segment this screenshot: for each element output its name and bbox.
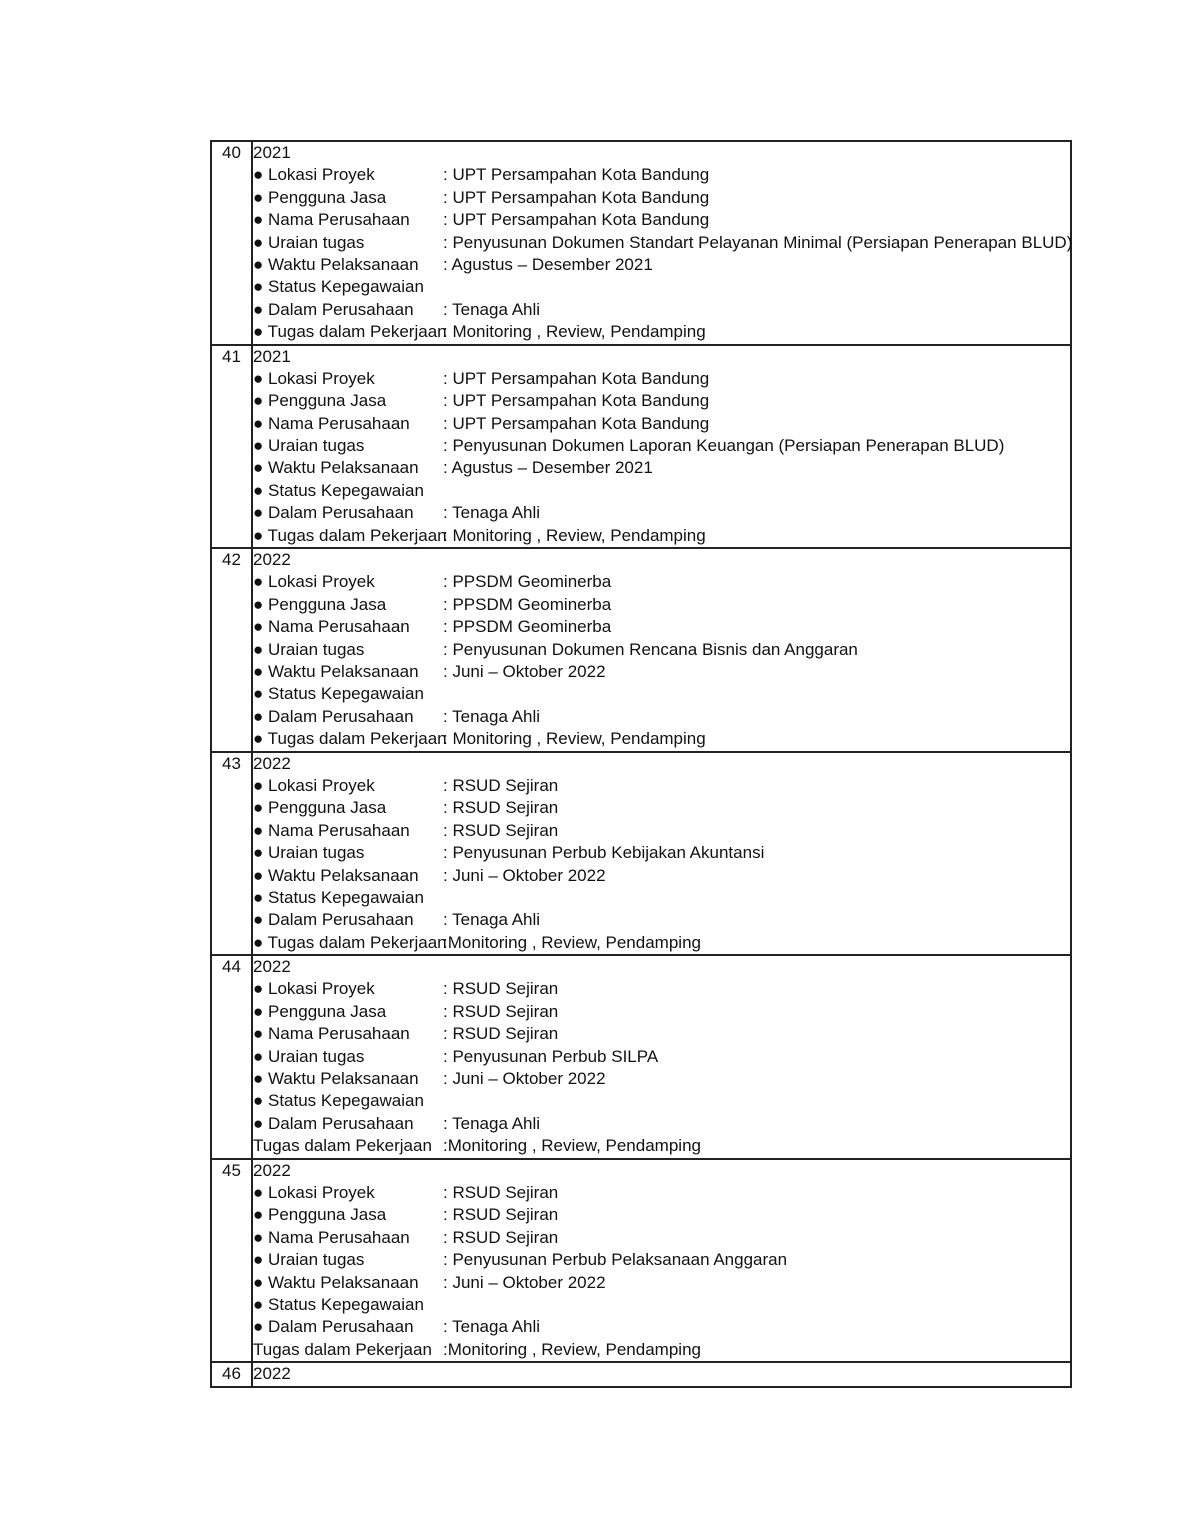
detail-value: : PPSDM Geominerba (443, 594, 612, 614)
detail-value: : Monitoring , Review, Pendamping (443, 322, 706, 342)
detail-label: ● Pengguna Jasa (253, 391, 387, 411)
detail-line (253, 728, 1070, 750)
entry-details (252, 345, 1071, 549)
detail-line (253, 865, 1070, 887)
detail-label: ● Tugas dalam Pekerjaan (253, 932, 447, 952)
detail-label: Tugas dalam Pekerjaan (253, 1136, 432, 1156)
detail-line (253, 1339, 1070, 1361)
detail-label: ● Dalam Perusahaan (253, 706, 414, 726)
detail-line (253, 1135, 1070, 1157)
detail-line (253, 571, 1070, 593)
table-row (211, 1159, 1071, 1363)
detail-value: : RSUD Sejiran (443, 775, 559, 795)
detail-label: ● Lokasi Proyek (253, 572, 375, 592)
detail-label: ● Uraian tugas (253, 639, 365, 659)
detail-line (253, 1249, 1070, 1271)
detail-label: ● Pengguna Jasa (253, 798, 387, 818)
detail-line (253, 820, 1070, 842)
detail-value (443, 887, 1070, 909)
detail-label: ● Status Kepegawaian (253, 277, 424, 297)
detail-label: ● Pengguna Jasa (253, 1205, 387, 1225)
detail-value: : RSUD Sejiran (443, 1001, 559, 1021)
detail-line (253, 232, 1073, 254)
detail-value: :Monitoring , Review, Pendamping (443, 1136, 701, 1156)
detail-line (253, 299, 1070, 321)
detail-line (253, 1001, 1070, 1023)
detail-line (253, 525, 1070, 547)
detail-value: : Penyusunan Perbub Kebijakan Akuntansi (443, 843, 765, 863)
detail-value (443, 1294, 1070, 1316)
detail-value: : Agustus – Desember 2021 (443, 458, 653, 478)
detail-label: ● Nama Perusahaan (253, 1227, 410, 1247)
entry-year: 2022 (253, 957, 291, 977)
detail-label: ● Waktu Pelaksanaan (253, 254, 419, 274)
detail-line (253, 1316, 1070, 1338)
detail-label: ● Dalam Perusahaan (253, 299, 414, 319)
detail-value: :Monitoring , Review, Pendamping (443, 1339, 701, 1359)
detail-line (253, 661, 1070, 683)
entry-details (252, 548, 1071, 752)
detail-label: ● Lokasi Proyek (253, 979, 375, 999)
detail-value: : Monitoring , Review, Pendamping (443, 729, 706, 749)
entry-details (252, 1159, 1071, 1363)
detail-value: : Tenaga Ahli (443, 1317, 541, 1337)
entry-number: 46 (211, 1362, 252, 1386)
detail-value: : UPT Persampahan Kota Bandung (443, 165, 710, 185)
detail-line (253, 1294, 1070, 1316)
detail-line (253, 775, 1070, 797)
detail-value: : Penyusunan Perbub SILPA (443, 1046, 659, 1066)
detail-value: : UPT Persampahan Kota Bandung (443, 210, 710, 230)
detail-line (253, 909, 1070, 931)
detail-line (253, 254, 1070, 276)
detail-line (253, 276, 1070, 298)
detail-value: : RSUD Sejiran (443, 798, 559, 818)
detail-line (253, 187, 1070, 209)
detail-line (253, 1046, 1070, 1068)
detail-label: ● Status Kepegawaian (253, 1294, 424, 1314)
entry-number: 42 (211, 548, 252, 752)
detail-line (253, 1272, 1070, 1294)
detail-label: ● Pengguna Jasa (253, 187, 387, 207)
detail-label: ● Uraian tugas (253, 436, 365, 456)
detail-label: ● Tugas dalam Pekerjaan (253, 525, 447, 545)
detail-line (253, 683, 1070, 705)
entry-year: 2022 (253, 1364, 291, 1384)
detail-label: ● Nama Perusahaan (253, 1024, 410, 1044)
detail-value: : RSUD Sejiran (443, 1227, 559, 1247)
entry-details (252, 1362, 1071, 1386)
detail-value: : Tenaga Ahli (443, 1113, 541, 1133)
detail-label: ● Waktu Pelaksanaan (253, 1272, 419, 1292)
detail-label: ● Dalam Perusahaan (253, 503, 414, 523)
detail-value: : RSUD Sejiran (443, 1205, 559, 1225)
detail-line (253, 978, 1070, 1000)
entry-details (252, 752, 1071, 956)
detail-line (253, 594, 1070, 616)
entry-number: 44 (211, 955, 252, 1159)
detail-line (253, 932, 1070, 954)
table-row (211, 141, 1071, 345)
detail-line (253, 457, 1070, 479)
experience-table (210, 140, 1072, 1388)
detail-label: ● Pengguna Jasa (253, 1001, 387, 1021)
detail-label: ● Dalam Perusahaan (253, 910, 414, 930)
detail-label: ● Status Kepegawaian (253, 887, 424, 907)
detail-value (443, 683, 1070, 705)
detail-label: ● Pengguna Jasa (253, 594, 387, 614)
entry-year: 2022 (253, 1160, 291, 1180)
detail-line (253, 321, 1070, 343)
detail-label: ● Tugas dalam Pekerjaan (253, 729, 447, 749)
entry-year: 2021 (253, 346, 291, 366)
detail-label: ● Waktu Pelaksanaan (253, 661, 419, 681)
detail-value: : Juni – Oktober 2022 (443, 1069, 606, 1089)
entry-number: 43 (211, 752, 252, 956)
entry-number: 41 (211, 345, 252, 549)
detail-value (443, 276, 1070, 298)
detail-line (253, 887, 1070, 909)
table-row (211, 1362, 1071, 1386)
entry-details (252, 955, 1071, 1159)
detail-value: : PPSDM Geominerba (443, 617, 612, 637)
table-row (211, 345, 1071, 549)
detail-value: : Agustus – Desember 2021 (443, 254, 653, 274)
detail-line (253, 1068, 1070, 1090)
detail-label: ● Nama Perusahaan (253, 413, 410, 433)
detail-line (253, 435, 1070, 457)
detail-value: : UPT Persampahan Kota Bandung (443, 391, 710, 411)
detail-value: : PPSDM Geominerba (443, 572, 612, 592)
detail-line (253, 368, 1070, 390)
detail-line (253, 1113, 1070, 1135)
entry-number: 40 (211, 141, 252, 345)
detail-value: : Tenaga Ahli (443, 299, 541, 319)
detail-label: ● Lokasi Proyek (253, 1182, 375, 1202)
detail-label: ● Tugas dalam Pekerjaan (253, 322, 447, 342)
detail-label: ● Waktu Pelaksanaan (253, 865, 419, 885)
detail-value: : RSUD Sejiran (443, 979, 559, 999)
detail-line (253, 502, 1070, 524)
detail-value: : Penyusunan Dokumen Standart Pelayanan Minimal (Persiapan Penerapan BLUD) (443, 232, 1073, 252)
detail-line (253, 1182, 1070, 1204)
detail-label: ● Nama Perusahaan (253, 820, 410, 840)
detail-value: : Monitoring , Review, Pendamping (443, 525, 706, 545)
detail-value: : RSUD Sejiran (443, 1024, 559, 1044)
detail-value: : UPT Persampahan Kota Bandung (443, 368, 710, 388)
detail-value: : Penyusunan Dokumen Laporan Keuangan (Persiapan Penerapan BLUD) (443, 436, 1005, 456)
table-row (211, 752, 1071, 956)
detail-label: ● Lokasi Proyek (253, 368, 375, 388)
entry-number: 45 (211, 1159, 252, 1363)
detail-label: ● Uraian tugas (253, 232, 365, 252)
detail-line (253, 616, 1070, 638)
detail-line (253, 1227, 1070, 1249)
detail-label: Tugas dalam Pekerjaan (253, 1339, 432, 1359)
detail-label: ● Dalam Perusahaan (253, 1113, 414, 1133)
table-row (211, 548, 1071, 752)
detail-line (253, 413, 1070, 435)
detail-line (253, 480, 1070, 502)
detail-line (253, 706, 1070, 728)
detail-value: : Tenaga Ahli (443, 503, 541, 523)
detail-value: : Tenaga Ahli (443, 706, 541, 726)
detail-value (443, 1090, 1070, 1112)
detail-label: ● Waktu Pelaksanaan (253, 458, 419, 478)
detail-label: ● Status Kepegawaian (253, 1091, 424, 1111)
detail-value (443, 480, 1070, 502)
detail-label: ● Status Kepegawaian (253, 480, 424, 500)
detail-line (253, 842, 1070, 864)
detail-line (253, 209, 1070, 231)
detail-line (253, 1204, 1070, 1226)
detail-value: : Penyusunan Dokumen Rencana Bisnis dan Anggaran (443, 639, 858, 659)
detail-value: : Juni – Oktober 2022 (443, 661, 606, 681)
entry-year: 2022 (253, 753, 291, 773)
detail-label: ● Uraian tugas (253, 1046, 365, 1066)
detail-value: : Juni – Oktober 2022 (443, 865, 606, 885)
detail-value: : RSUD Sejiran (443, 820, 559, 840)
detail-value: : UPT Persampahan Kota Bandung (443, 187, 710, 207)
detail-line (253, 797, 1070, 819)
entry-details (252, 141, 1071, 345)
detail-label: ● Lokasi Proyek (253, 165, 375, 185)
detail-value: : RSUD Sejiran (443, 1182, 559, 1202)
detail-value: : Juni – Oktober 2022 (443, 1272, 606, 1292)
detail-value: : UPT Persampahan Kota Bandung (443, 413, 710, 433)
experience-table-body (211, 141, 1071, 1387)
detail-label: ● Status Kepegawaian (253, 684, 424, 704)
table-row (211, 955, 1071, 1159)
detail-value: : Penyusunan Perbub Pelaksanaan Anggaran (443, 1250, 788, 1270)
detail-line (253, 390, 1070, 412)
detail-label: ● Nama Perusahaan (253, 210, 410, 230)
detail-value: :Monitoring , Review, Pendamping (443, 932, 701, 952)
detail-line (253, 639, 1070, 661)
detail-line (253, 1090, 1070, 1112)
entry-year: 2021 (253, 143, 291, 162)
detail-label: ● Lokasi Proyek (253, 775, 375, 795)
detail-label: ● Dalam Perusahaan (253, 1317, 414, 1337)
detail-label: ● Nama Perusahaan (253, 617, 410, 637)
detail-line (253, 164, 1070, 186)
detail-label: ● Uraian tugas (253, 843, 365, 863)
detail-line (253, 1023, 1070, 1045)
detail-label: ● Waktu Pelaksanaan (253, 1069, 419, 1089)
detail-value: : Tenaga Ahli (443, 910, 541, 930)
entry-year: 2022 (253, 550, 291, 570)
detail-label: ● Uraian tugas (253, 1250, 365, 1270)
